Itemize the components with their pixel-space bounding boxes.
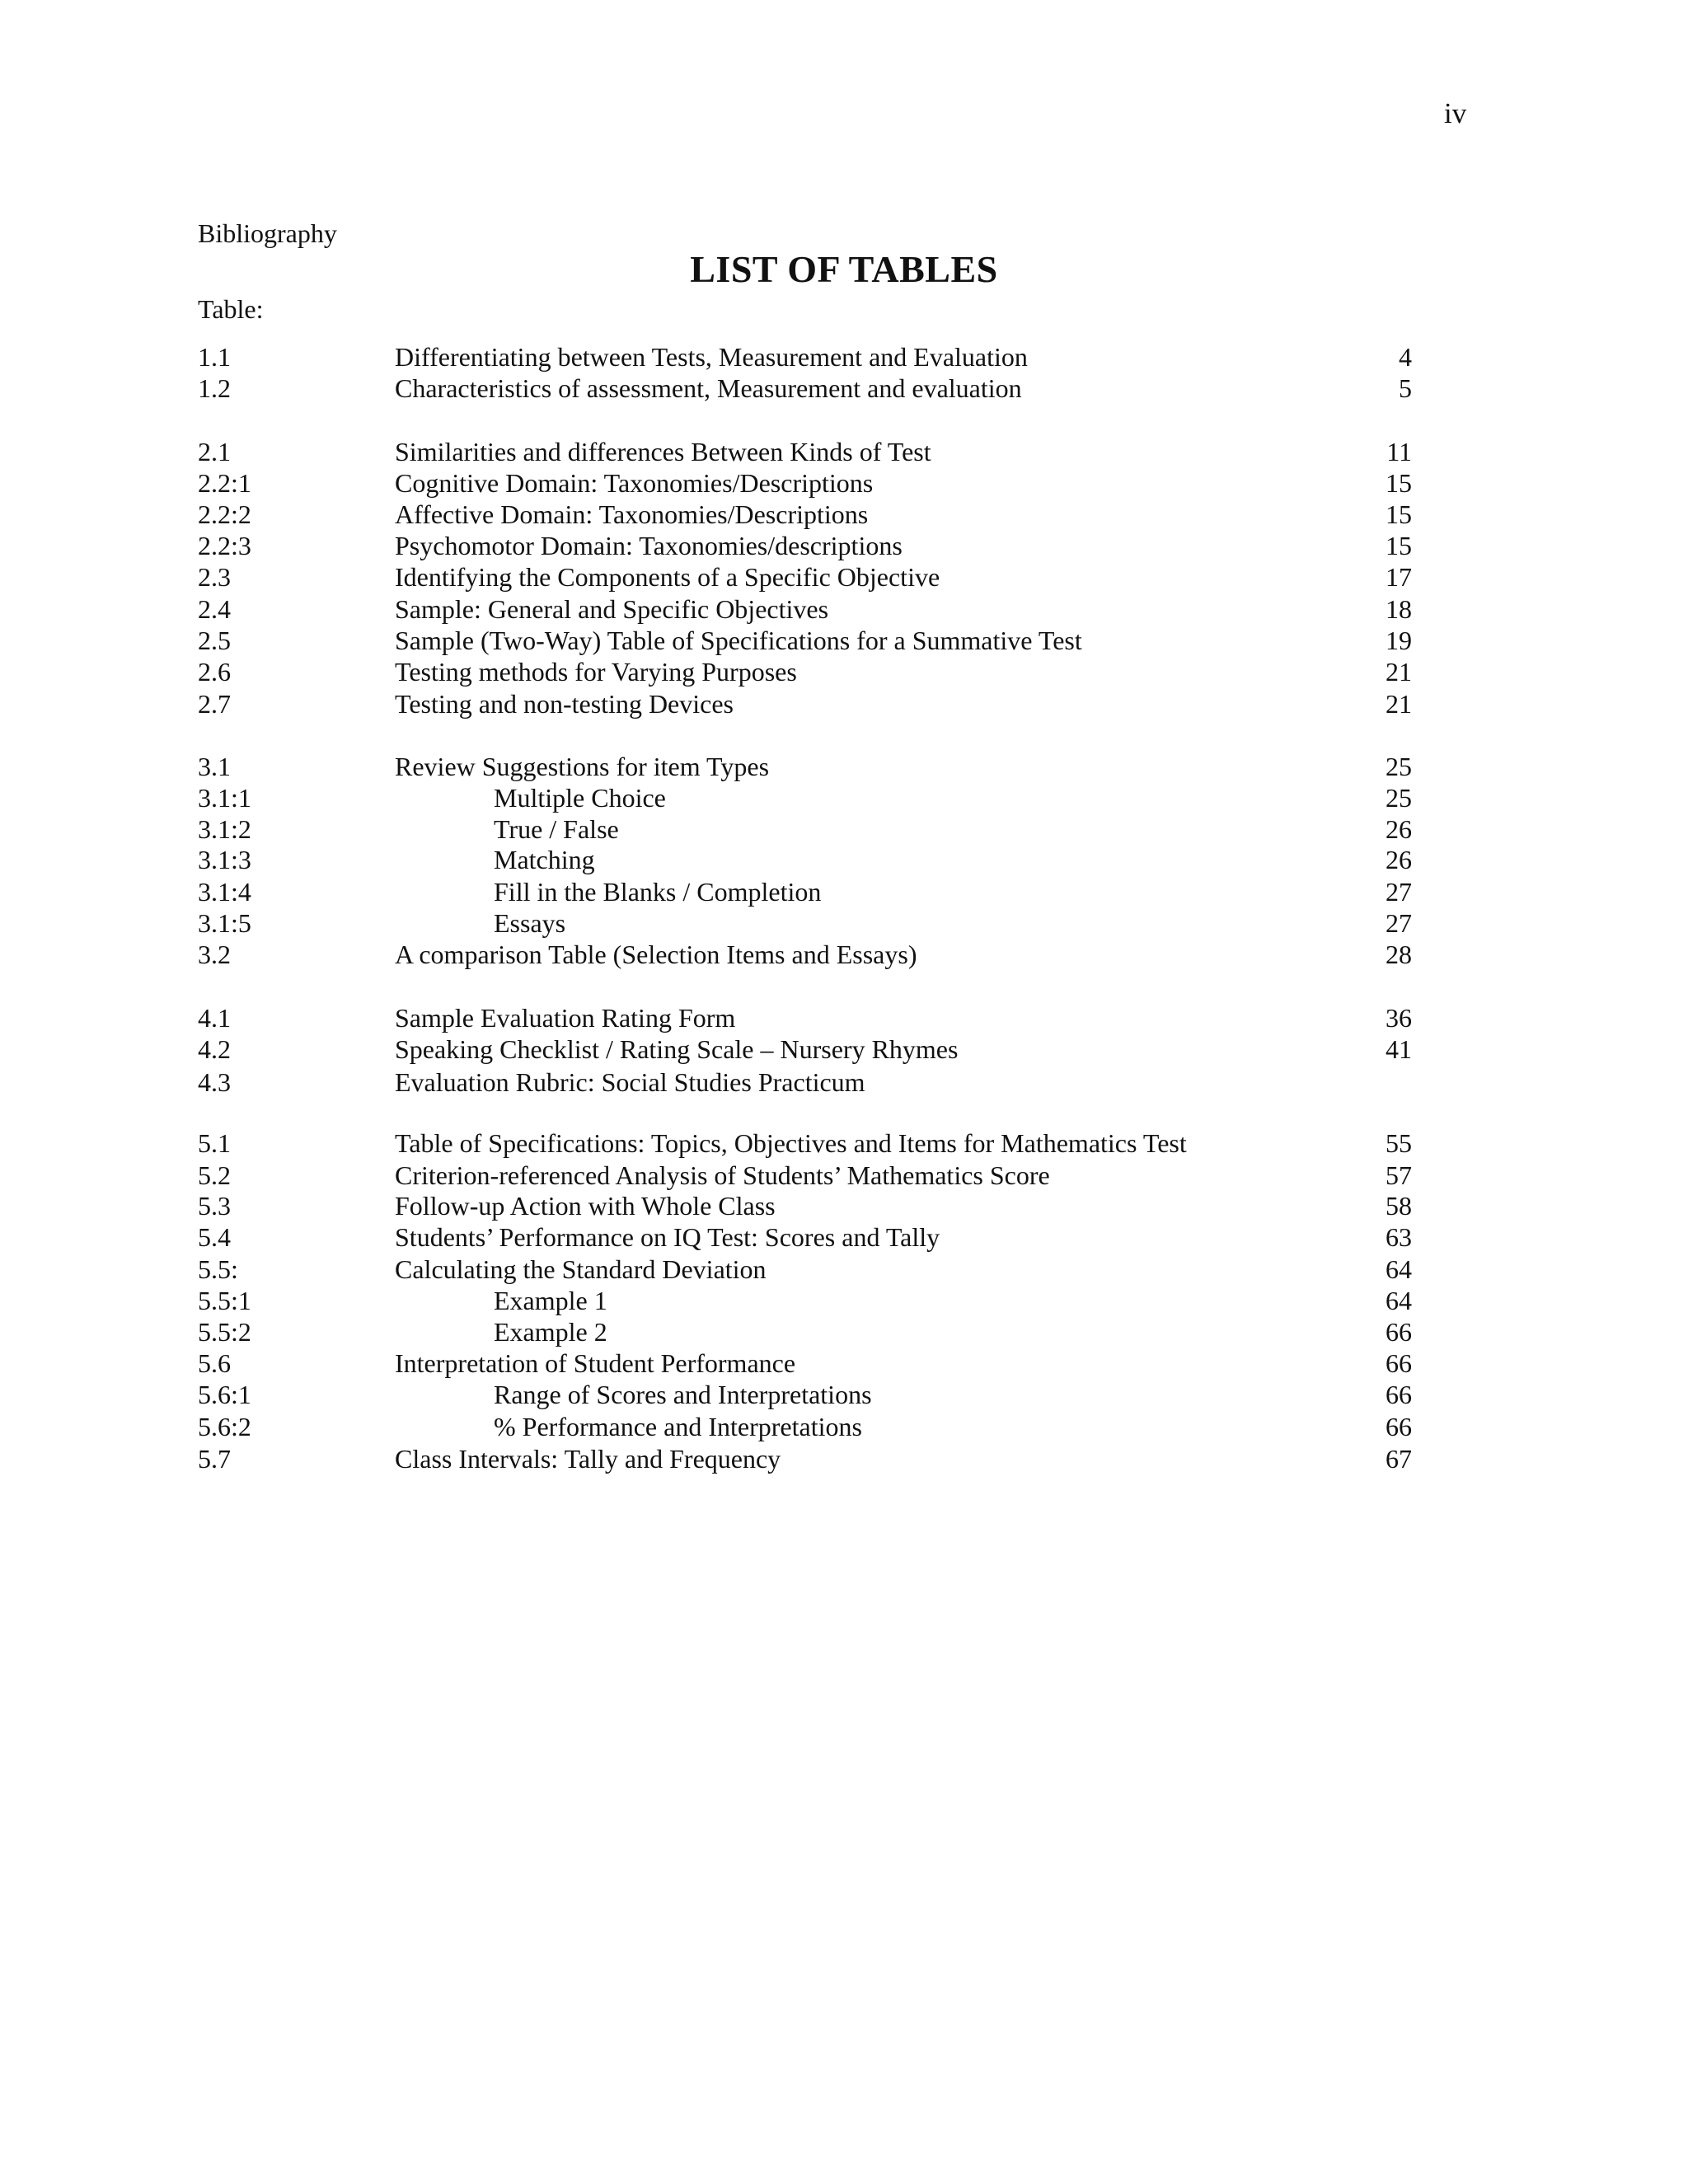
table-entry	[0, 656, 1688, 687]
entry-page-number: 64	[1386, 1286, 1412, 1315]
entry-page-number: 58	[1386, 1191, 1412, 1221]
entry-number: 1.2	[198, 373, 231, 403]
entry-number: 5.4	[198, 1222, 231, 1252]
entry-page-number: 4	[1399, 342, 1412, 372]
table-entry	[0, 499, 1688, 530]
entry-title: Class Intervals: Tally and Frequency	[395, 1444, 781, 1474]
entry-title: Interpretation of Student Performance	[395, 1348, 796, 1378]
table-entry	[0, 1411, 1688, 1442]
entry-number: 2.7	[198, 689, 231, 719]
table-entry	[0, 341, 1688, 373]
entry-title: Follow-up Action with Whole Class	[395, 1191, 776, 1221]
entry-number: 2.5	[198, 626, 231, 655]
page-number: iv	[1444, 97, 1467, 129]
table-entry	[0, 1066, 1688, 1098]
entry-number: 5.1	[198, 1128, 231, 1158]
entry-page-number: 41	[1386, 1034, 1412, 1064]
entry-page-number: 26	[1386, 845, 1412, 874]
entry-page-number: 64	[1386, 1254, 1412, 1284]
entry-page-number: 57	[1386, 1160, 1412, 1190]
entry-page-number: 15	[1386, 499, 1412, 529]
entry-number: 5.2	[198, 1160, 231, 1190]
table-entry	[0, 625, 1688, 656]
entry-title: Characteristics of assessment, Measurement and evaluation	[395, 373, 1022, 403]
table-entry	[0, 1190, 1688, 1221]
table-entry	[0, 467, 1688, 499]
table-entry	[0, 813, 1688, 845]
entry-title: Table of Specifications: Topics, Objectives and Items for Mathematics Test	[395, 1128, 1187, 1158]
entry-title: Speaking Checklist / Rating Scale – Nursery Rhymes	[395, 1034, 959, 1064]
entry-title: Differentiating between Tests, Measurement and Evaluation	[395, 342, 1028, 372]
entry-number: 5.6:2	[198, 1412, 251, 1441]
entry-title: Sample (Two-Way) Table of Specifications for a Summative Test	[395, 626, 1082, 655]
table-entry	[0, 1221, 1688, 1253]
entry-title: Multiple Choice	[494, 783, 666, 813]
entry-title: Example 2	[494, 1317, 607, 1347]
entry-page-number: 28	[1386, 940, 1412, 969]
page-title: LIST OF TABLES	[690, 248, 998, 290]
table-entry	[0, 939, 1688, 970]
entry-page-number: 11	[1386, 437, 1412, 466]
table-column-label: Table:	[198, 294, 264, 324]
entry-page-number: 66	[1386, 1317, 1412, 1347]
table-entry	[0, 373, 1688, 404]
table-entry	[0, 688, 1688, 719]
entry-number: 2.3	[198, 562, 231, 592]
entry-title: Identifying the Components of a Specific Objective	[395, 562, 940, 592]
entry-title: Affective Domain: Taxonomies/Descriptions	[395, 499, 869, 529]
entry-page-number: 66	[1386, 1348, 1412, 1378]
entry-number: 2.2:1	[198, 468, 251, 498]
entry-page-number: 25	[1386, 783, 1412, 813]
entry-page-number: 27	[1386, 908, 1412, 938]
entry-page-number: 66	[1386, 1412, 1412, 1441]
table-entry	[0, 530, 1688, 561]
entry-number: 3.1:1	[198, 783, 251, 813]
entry-title: Cognitive Domain: Taxonomies/Descriptions	[395, 468, 874, 498]
entry-title: Evaluation Rubric: Social Studies Practicum	[395, 1067, 865, 1097]
table-entry	[0, 1033, 1688, 1065]
entry-title: Matching	[494, 845, 595, 874]
entry-number: 3.1:4	[198, 877, 251, 907]
entry-number: 2.6	[198, 657, 231, 687]
entry-title: Review Suggestions for item Types	[395, 752, 770, 781]
entry-number: 4.3	[198, 1067, 231, 1097]
entry-number: 5.5:2	[198, 1317, 251, 1347]
entry-title: % Performance and Interpretations	[494, 1412, 862, 1441]
entry-page-number: 17	[1386, 562, 1412, 592]
table-entry	[0, 436, 1688, 467]
entry-number: 2.2:3	[198, 531, 251, 560]
entry-page-number: 66	[1386, 1380, 1412, 1409]
table-entry	[0, 907, 1688, 939]
entry-page-number: 67	[1386, 1444, 1412, 1474]
entry-page-number: 36	[1386, 1003, 1412, 1033]
entry-number: 5.6:1	[198, 1380, 251, 1409]
table-entry	[0, 593, 1688, 625]
entry-number: 2.1	[198, 437, 231, 466]
entry-number: 5.5:	[198, 1254, 238, 1284]
entry-number: 3.1:2	[198, 814, 251, 844]
entry-title: Testing and non-testing Devices	[395, 689, 734, 719]
entry-title: Essays	[494, 908, 566, 938]
entry-number: 2.4	[198, 594, 231, 624]
entry-title: Fill in the Blanks / Completion	[494, 877, 822, 907]
entry-title: Example 1	[494, 1286, 607, 1315]
entry-page-number: 15	[1386, 468, 1412, 498]
entry-title: Criterion-referenced Analysis of Students’ Mathematics Score	[395, 1160, 1050, 1190]
entry-number: 5.6	[198, 1348, 231, 1378]
table-entry	[0, 876, 1688, 907]
entry-page-number: 19	[1386, 626, 1412, 655]
bibliography-heading: Bibliography	[198, 218, 337, 248]
entry-page-number: 15	[1386, 531, 1412, 560]
entry-page-number: 5	[1399, 373, 1412, 403]
table-entry	[0, 1002, 1688, 1033]
entry-number: 3.1	[198, 752, 231, 781]
entry-title: Psychomotor Domain: Taxonomies/descriptions	[395, 531, 903, 560]
table-entry	[0, 1127, 1688, 1159]
entry-title: Testing methods for Varying Purposes	[395, 657, 797, 687]
entry-number: 2.2:2	[198, 499, 251, 529]
table-entry	[0, 751, 1688, 782]
entry-number: 5.7	[198, 1444, 231, 1474]
entry-page-number: 21	[1386, 657, 1412, 687]
entry-title: Sample: General and Specific Objectives	[395, 594, 829, 624]
table-entry	[0, 1254, 1688, 1285]
entry-page-number: 21	[1386, 689, 1412, 719]
table-entry	[0, 1379, 1688, 1410]
entry-number: 3.1:5	[198, 908, 251, 938]
entry-number: 3.2	[198, 940, 231, 969]
entry-title: Similarities and differences Between Kinds of Test	[395, 437, 931, 466]
table-entry	[0, 1316, 1688, 1347]
table-entry	[0, 1443, 1688, 1474]
entry-title: Range of Scores and Interpretations	[494, 1380, 872, 1409]
entry-number: 5.3	[198, 1191, 231, 1221]
table-entry	[0, 1160, 1688, 1191]
entry-page-number: 27	[1386, 877, 1412, 907]
entry-number: 4.2	[198, 1034, 231, 1064]
entry-number: 3.1:3	[198, 845, 251, 874]
entry-page-number: 25	[1386, 752, 1412, 781]
entry-page-number: 26	[1386, 814, 1412, 844]
entry-number: 5.5:1	[198, 1286, 251, 1315]
table-entry	[0, 1285, 1688, 1316]
entry-title: A comparison Table (Selection Items and Essays)	[395, 940, 917, 969]
entry-title: Sample Evaluation Rating Form	[395, 1003, 736, 1033]
entry-title: True / False	[494, 814, 619, 844]
entry-page-number: 55	[1386, 1128, 1412, 1158]
entry-number: 1.1	[198, 342, 231, 372]
table-entry	[0, 561, 1688, 593]
entry-number: 4.1	[198, 1003, 231, 1033]
entry-title: Students’ Performance on IQ Test: Scores and Tally	[395, 1222, 940, 1252]
entry-page-number: 18	[1386, 594, 1412, 624]
entry-page-number: 63	[1386, 1222, 1412, 1252]
table-entry	[0, 844, 1688, 875]
table-entry	[0, 782, 1688, 813]
entry-title: Calculating the Standard Deviation	[395, 1254, 767, 1284]
table-entry	[0, 1347, 1688, 1379]
